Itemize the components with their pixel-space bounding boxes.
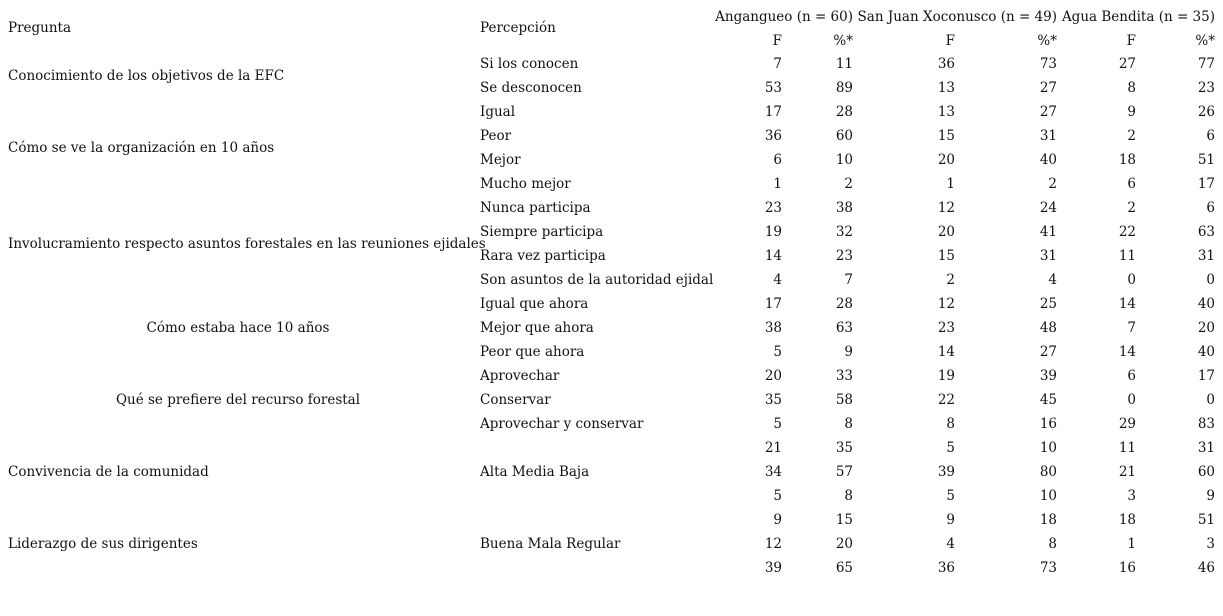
frequency-cell: 2 (1127, 128, 1136, 144)
percent-cell: 51 (1197, 152, 1215, 168)
frequency-cell: 1 (946, 176, 955, 192)
question-label: Cómo se ve la organización en 10 años (8, 140, 275, 156)
perception-cell (480, 436, 730, 460)
column-header-f: F (772, 33, 782, 49)
percent-cell: 16 (1039, 416, 1057, 432)
frequency-cell: 4 (946, 536, 955, 552)
frequency-cell: 9 (773, 512, 782, 528)
frequency-cell: 14 (1118, 296, 1136, 312)
percent-cell: 11 (835, 56, 853, 72)
percent-cell: 40 (1197, 344, 1215, 360)
frequency-cell: 13 (937, 80, 955, 96)
frequency-cell: 9 (946, 512, 955, 528)
frequency-cell: 9 (1127, 104, 1136, 120)
perception-cell (480, 556, 730, 580)
frequency-cell: 5 (946, 488, 955, 504)
percent-cell: 8 (844, 488, 853, 504)
frequency-cell: 3 (1127, 488, 1136, 504)
frequency-cell: 19 (937, 368, 955, 384)
frequency-cell: 7 (1127, 320, 1136, 336)
frequency-cell: 19 (764, 224, 782, 240)
percent-cell: 39 (1039, 368, 1057, 384)
percent-cell: 0 (1206, 392, 1215, 408)
percent-cell: 10 (1039, 488, 1057, 504)
perception-cell: Igual que ahora (480, 296, 589, 312)
percent-cell: 31 (1197, 248, 1215, 264)
perception-cell: Peor que ahora (480, 344, 585, 360)
frequency-cell: 39 (937, 464, 955, 480)
percent-cell: 2 (1048, 176, 1057, 192)
frequency-cell: 18 (1118, 152, 1136, 168)
frequency-cell: 5 (773, 488, 782, 504)
percent-cell: 40 (1039, 152, 1057, 168)
frequency-cell: 20 (937, 152, 955, 168)
perception-cell: Aprovechar (480, 368, 560, 384)
frequency-cell: 0 (1127, 392, 1136, 408)
percent-cell: 10 (1039, 440, 1057, 456)
percent-cell: 27 (1039, 80, 1057, 96)
frequency-cell: 8 (1127, 80, 1136, 96)
percent-cell: 17 (1197, 176, 1215, 192)
perception-cell: Peor (480, 128, 512, 144)
frequency-cell: 39 (764, 560, 782, 576)
frequency-cell: 11 (1118, 440, 1136, 456)
percent-cell: 4 (1048, 272, 1057, 288)
percent-cell: 45 (1039, 392, 1057, 408)
question-label: Involucramiento respecto asuntos forestales en las reuniones ejidales (8, 236, 486, 252)
percent-cell: 32 (835, 224, 853, 240)
frequency-cell: 22 (1118, 224, 1136, 240)
percent-cell: 35 (835, 440, 853, 456)
percent-cell: 18 (1039, 512, 1057, 528)
perception-cell: Buena Mala Regular (480, 536, 621, 552)
percent-cell: 41 (1039, 224, 1057, 240)
percent-cell: 33 (835, 368, 853, 384)
percent-cell: 65 (835, 560, 853, 576)
percent-cell: 31 (1039, 248, 1057, 264)
frequency-cell: 8 (946, 416, 955, 432)
percent-cell: 7 (844, 272, 853, 288)
column-header-percent: %* (1195, 33, 1215, 49)
column-header-f: F (1126, 33, 1136, 49)
perception-cell: Mucho mejor (480, 176, 571, 192)
percent-cell: 10 (835, 152, 853, 168)
frequency-cell: 11 (1118, 248, 1136, 264)
column-header-percent: %* (833, 33, 853, 49)
percent-cell: 80 (1039, 464, 1057, 480)
percent-cell: 25 (1039, 296, 1057, 312)
perception-cell: Alta Media Baja (480, 464, 590, 480)
percent-cell: 46 (1197, 560, 1215, 576)
percent-cell: 27 (1039, 344, 1057, 360)
frequency-cell: 20 (764, 368, 782, 384)
frequency-cell: 12 (937, 200, 955, 216)
frequency-cell: 53 (764, 80, 782, 96)
percent-cell: 31 (1197, 440, 1215, 456)
frequency-cell: 2 (1127, 200, 1136, 216)
frequency-cell: 17 (764, 296, 782, 312)
frequency-cell: 14 (1118, 344, 1136, 360)
percent-cell: 6 (1206, 200, 1215, 216)
frequency-cell: 13 (937, 104, 955, 120)
percent-cell: 6 (1206, 128, 1215, 144)
percent-cell: 73 (1039, 560, 1057, 576)
frequency-cell: 1 (773, 176, 782, 192)
frequency-cell: 21 (1118, 464, 1136, 480)
frequency-cell: 1 (1127, 536, 1136, 552)
frequency-cell: 36 (764, 128, 782, 144)
perception-cell: Mejor que ahora (480, 320, 594, 336)
percent-cell: 60 (835, 128, 853, 144)
percent-cell: 51 (1197, 512, 1215, 528)
perception-cell: Aprovechar y conservar (480, 416, 644, 432)
frequency-cell: 18 (1118, 512, 1136, 528)
frequency-cell: 12 (764, 536, 782, 552)
percent-cell: 23 (1197, 80, 1215, 96)
question-label: Conocimiento de los objetivos de la EFC (8, 68, 285, 84)
frequency-cell: 20 (937, 224, 955, 240)
frequency-cell: 15 (937, 128, 955, 144)
frequency-cell: 2 (946, 272, 955, 288)
group-header-angangueo: Angangueo (n = 60) (715, 9, 853, 25)
percent-cell: 77 (1197, 56, 1215, 72)
perception-cell: Igual (480, 104, 516, 120)
frequency-cell: 38 (764, 320, 782, 336)
percent-cell: 9 (1206, 488, 1215, 504)
frequency-cell: 16 (1118, 560, 1136, 576)
percent-cell: 89 (835, 80, 853, 96)
column-header-percent: %* (1037, 33, 1057, 49)
frequency-cell: 15 (937, 248, 955, 264)
perception-cell: Son asuntos de la autoridad ejidal (480, 272, 714, 288)
percent-cell: 24 (1039, 200, 1057, 216)
perception-cell: Mejor (480, 152, 521, 168)
frequency-cell: 23 (764, 200, 782, 216)
percent-cell: 8 (844, 416, 853, 432)
column-header-pregunta: Pregunta (8, 20, 72, 36)
percent-cell: 0 (1206, 272, 1215, 288)
percent-cell: 28 (835, 296, 853, 312)
percent-cell: 20 (835, 536, 853, 552)
group-header-agua-bendita: Agua Bendita (n = 35) (1061, 9, 1215, 25)
perception-cell: Siempre participa (480, 224, 604, 240)
question-label: Liderazgo de sus dirigentes (8, 536, 198, 552)
frequency-cell: 4 (773, 272, 782, 288)
question-label: Qué se prefiere del recurso forestal (115, 392, 361, 408)
frequency-cell: 35 (764, 392, 782, 408)
percent-cell: 73 (1039, 56, 1057, 72)
frequency-cell: 0 (1127, 272, 1136, 288)
percent-cell: 9 (844, 344, 853, 360)
frequency-cell: 14 (937, 344, 955, 360)
percent-cell: 57 (835, 464, 853, 480)
frequency-cell: 17 (764, 104, 782, 120)
percent-cell: 40 (1197, 296, 1215, 312)
percent-cell: 23 (835, 248, 853, 264)
frequency-cell: 34 (764, 464, 782, 480)
perception-cell: Si los conocen (480, 56, 579, 72)
percent-cell: 26 (1197, 104, 1215, 120)
perception-cell: Se desconocen (480, 80, 582, 96)
column-header-f: F (945, 33, 955, 49)
percent-cell: 60 (1197, 464, 1215, 480)
perception-cell (480, 484, 730, 508)
frequency-cell: 6 (773, 152, 782, 168)
frequency-cell: 23 (937, 320, 955, 336)
percent-cell: 20 (1197, 320, 1215, 336)
percent-cell: 2 (844, 176, 853, 192)
percent-cell: 27 (1039, 104, 1057, 120)
frequency-cell: 27 (1118, 56, 1136, 72)
frequency-cell: 36 (937, 56, 955, 72)
percent-cell: 15 (835, 512, 853, 528)
perception-cell: Conservar (480, 392, 551, 408)
column-header-percepcion: Percepción (480, 20, 556, 36)
frequency-cell: 6 (1127, 368, 1136, 384)
question-label: Cómo estaba hace 10 años (146, 320, 330, 336)
frequency-cell: 7 (773, 56, 782, 72)
percent-cell: 38 (835, 200, 853, 216)
frequency-cell: 21 (764, 440, 782, 456)
percent-cell: 17 (1197, 368, 1215, 384)
frequency-cell: 5 (773, 416, 782, 432)
frequency-cell: 6 (1127, 176, 1136, 192)
frequency-cell: 5 (946, 440, 955, 456)
percent-cell: 63 (1197, 224, 1215, 240)
group-header-san-juan-xoconusco: San Juan Xoconusco (n = 49) (857, 9, 1057, 25)
percent-cell: 63 (835, 320, 853, 336)
percent-cell: 8 (1048, 536, 1057, 552)
perception-cell (480, 508, 730, 532)
percent-cell: 83 (1197, 416, 1215, 432)
question-label: Convivencia de la comunidad (8, 464, 209, 480)
percent-cell: 28 (835, 104, 853, 120)
perception-cell: Nunca participa (480, 200, 591, 216)
frequency-cell: 5 (773, 344, 782, 360)
frequency-cell: 14 (764, 248, 782, 264)
frequency-cell: 22 (937, 392, 955, 408)
perception-cell: Rara vez participa (480, 248, 606, 264)
frequency-cell: 36 (937, 560, 955, 576)
percent-cell: 31 (1039, 128, 1057, 144)
percent-cell: 48 (1039, 320, 1057, 336)
frequency-cell: 12 (937, 296, 955, 312)
frequency-cell: 29 (1118, 416, 1136, 432)
percent-cell: 3 (1206, 536, 1215, 552)
percent-cell: 58 (835, 392, 853, 408)
